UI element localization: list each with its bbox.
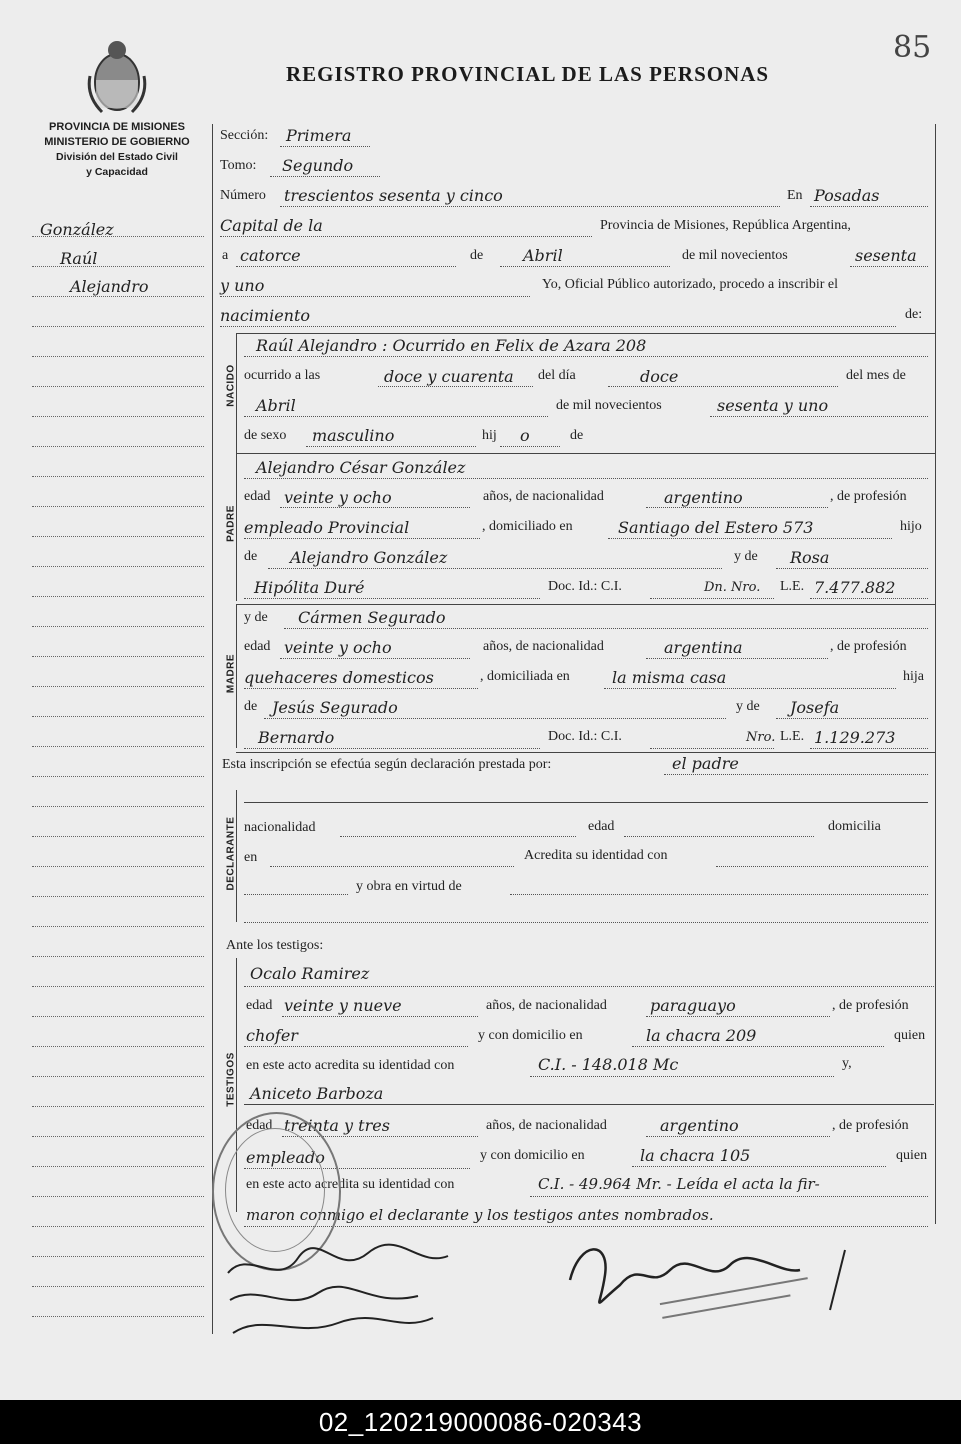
field-line [244, 894, 348, 895]
field-line [244, 922, 928, 923]
oficial-label: Yo, Oficial Público autorizado, procedo a inscribir el [542, 277, 839, 292]
field-line [268, 568, 722, 569]
field-line [280, 206, 780, 207]
field-line [646, 1016, 830, 1017]
madre-nac-value: argentina [664, 638, 743, 657]
field-line [280, 507, 470, 508]
tomo-label: Tomo: [220, 158, 257, 173]
field-line [280, 146, 370, 147]
field-line [510, 894, 928, 895]
t1-nac-label: años, de nacionalidad [486, 998, 607, 1013]
field-line [664, 774, 928, 775]
t2-nac-label: años, de nacionalidad [486, 1118, 607, 1133]
field-line [646, 1136, 830, 1137]
margin-line [32, 386, 204, 387]
t2-prof-value: empleado [246, 1148, 325, 1167]
madre-dom-value: la misma casa [612, 668, 727, 687]
t1-y-label: y, [842, 1056, 852, 1071]
t1-acredita-label: en este acto acredita su identidad con [246, 1058, 455, 1073]
field-line [530, 1076, 834, 1077]
seccion-label: Sección: [220, 128, 269, 143]
margin-line [32, 656, 204, 657]
hora-value: doce y cuarenta [384, 367, 514, 386]
madre-doc-label: Doc. Id.: C.I. [548, 729, 622, 744]
field-line [340, 836, 576, 837]
declarante-en-label: en [244, 850, 258, 865]
margin-surname: González [40, 220, 114, 239]
declaracion-value: el padre [672, 754, 739, 773]
margin-line [32, 866, 204, 867]
field-line [244, 1046, 468, 1047]
de-label: de [470, 248, 484, 263]
t1-prof-label: , de profesión [832, 998, 909, 1013]
nacido-nombre: Raúl Alejandro : Ocurrido en Felix de Azara 208 [256, 336, 647, 355]
madre-prof-value: quehaceres domesticos [244, 668, 434, 687]
margin-line [32, 1286, 204, 1287]
section-rule [236, 604, 935, 605]
madre-edad-label: edad [244, 639, 271, 654]
t1-edad-label: edad [246, 998, 273, 1013]
t2-dom-label: y con domicilio en [480, 1148, 585, 1163]
t1-nac-value: paraguayo [650, 996, 736, 1015]
t2-prof-label: , de profesión [832, 1118, 909, 1133]
t1-nombre: Ocalo Ramirez [250, 964, 370, 983]
section-rule [236, 752, 935, 753]
del-mes-label: del mes de [846, 368, 906, 383]
a-label: a [222, 248, 229, 263]
field-line [220, 236, 592, 237]
hijo-label: hijo [900, 519, 922, 534]
field-line [604, 688, 896, 689]
madre-prof-label: , de profesión [830, 639, 907, 654]
field-line-solid [244, 802, 928, 803]
dia-value: catorce [240, 246, 301, 265]
margin-line [32, 1226, 204, 1227]
capital-value: Capital de la [220, 216, 323, 235]
t1-edad-value: veinte y nueve [284, 996, 402, 1015]
declarante-nac-label: nacionalidad [244, 820, 316, 835]
field-line [646, 507, 828, 508]
margin-line [32, 1196, 204, 1197]
padre-le-value: 7.477.882 [814, 578, 896, 597]
madre-de-label: de [244, 699, 258, 714]
madre-edad-value: veinte y ocho [284, 638, 392, 657]
padre-yde-label: y de [734, 549, 758, 564]
padre-dom-label: , domiciliado en [482, 519, 573, 534]
field-line [236, 266, 456, 267]
abuela-materna-2: Bernardo [258, 728, 335, 747]
madre-yde2-label: y de [736, 699, 760, 714]
field-line [810, 748, 928, 749]
nacido-anio-value: sesenta y uno [717, 396, 829, 415]
field-line [244, 748, 540, 749]
field-line [282, 1016, 478, 1017]
padre-section-label: PADRE [225, 505, 237, 542]
abuelo-paterno: Alejandro González [290, 548, 448, 567]
margin-line [32, 446, 204, 447]
abuelo-materno: Jesús Segurado [272, 698, 398, 717]
testigos-section-label: TESTIGOS [225, 1052, 237, 1107]
margin-line [32, 1106, 204, 1107]
margin-line [32, 896, 204, 897]
field-line [710, 416, 928, 417]
madre-le-value: 1.129.273 [814, 728, 896, 747]
de-colon-label: de: [905, 307, 923, 322]
margin-line [32, 956, 204, 957]
anio2-value: y uno [220, 276, 265, 295]
field-line [220, 296, 530, 297]
section-rule [236, 333, 935, 334]
field-line [810, 206, 928, 207]
padre-prof-label: , de profesión [830, 489, 907, 504]
margin-line [32, 356, 204, 357]
field-line [624, 836, 814, 837]
declarante-obra-label: y obra en virtud de [356, 879, 462, 894]
declaracion-label: Esta inscripción se efectúa según declaración prestada por: [222, 757, 552, 772]
footer-code: 02_120219000086-020343 [0, 1400, 961, 1444]
field-line [284, 628, 928, 629]
field-line [608, 386, 838, 387]
margin-line [32, 626, 204, 627]
field-line [608, 538, 892, 539]
nacido-de-label: de [570, 428, 584, 443]
document-title: REGISTRO PROVINCIAL DE LAS PERSONAS [286, 62, 770, 86]
field-line-solid [244, 1104, 934, 1105]
section-rule [236, 453, 935, 454]
testigos-label: Ante los testigos: [226, 938, 324, 953]
t2-nac-value: argentino [660, 1116, 739, 1135]
t2-dom-value: la chacra 105 [640, 1146, 751, 1165]
margin-line [32, 926, 204, 927]
margin-line [32, 326, 204, 327]
field-line [306, 446, 476, 447]
madre-nombre: Cármen Segurado [298, 608, 446, 627]
nacido-dia-value: doce [640, 367, 679, 386]
madre-yde-label: y de [244, 610, 268, 625]
numero-label: Número [220, 188, 266, 203]
field-line [244, 688, 478, 689]
padre-prof-value: empleado Provincial [244, 518, 410, 537]
padre-doc-value: Dn. Nro. [704, 580, 761, 595]
en-value: Posadas [814, 186, 880, 205]
page-number: 85 [893, 30, 932, 65]
nacido-mes-value: Abril [256, 396, 296, 415]
madre-dom-label: , domiciliada en [480, 669, 570, 684]
ministry-line3: División del Estado Civil [56, 151, 178, 163]
signature-icon [218, 1238, 458, 1348]
field-line [244, 986, 934, 987]
field-line [378, 386, 533, 387]
margin-name2: Alejandro [70, 277, 149, 296]
t2-nombre: Aniceto Barboza [250, 1084, 384, 1103]
field-line [632, 1046, 884, 1047]
field-line [650, 598, 774, 599]
field-line [776, 568, 928, 569]
field-line [264, 718, 726, 719]
hij-value: o [520, 426, 530, 445]
field-line [810, 598, 928, 599]
provincia-label: Provincia de Misiones, República Argentina, [600, 218, 851, 233]
t1-dom-value: la chacra 209 [646, 1026, 757, 1045]
margin-line [32, 1256, 204, 1257]
frame-left-line [212, 124, 213, 1334]
field-line [500, 446, 560, 447]
madre-section-label: MADRE [225, 653, 237, 694]
t2-edad-value: treinta y tres [284, 1116, 390, 1135]
tipo-value: nacimiento [220, 306, 311, 325]
margin-line [32, 1166, 204, 1167]
margin-line [32, 1046, 204, 1047]
hij-label: hij [482, 428, 497, 443]
margin-line [32, 1316, 204, 1317]
margin-line [32, 686, 204, 687]
padre-de-label: de [244, 549, 258, 564]
field-line [650, 748, 774, 749]
margin-line [32, 836, 204, 837]
t1-prof-value: chofer [246, 1026, 298, 1045]
abuela-paterna-1: Rosa [790, 548, 830, 567]
margin-line [32, 1136, 204, 1137]
field-line [244, 538, 480, 539]
declarante-dom-label: domicilia [828, 819, 881, 834]
nacido-anio-label: de mil novecientos [556, 398, 662, 413]
margin-line [32, 536, 204, 537]
padre-le-label: L.E. [780, 579, 805, 594]
sexo-label: de sexo [244, 428, 287, 443]
tomo-value: Segundo [282, 156, 354, 175]
padre-dom-value: Santiago del Estero 573 [618, 518, 814, 537]
t2-quien-label: quien [896, 1148, 928, 1163]
ministry-line1: PROVINCIA DE MISIONES [49, 121, 185, 133]
margin-line [32, 1076, 204, 1077]
field-line [500, 266, 670, 267]
ministry-line4: y Capacidad [86, 166, 148, 178]
declarante-edad-label: edad [588, 819, 615, 834]
anio-value: sesenta [855, 246, 917, 265]
margin-line [32, 986, 204, 987]
t2-edad-label: edad [246, 1118, 273, 1133]
declarante-section-label: DECLARANTE [225, 816, 237, 891]
margin-line [32, 776, 204, 777]
madre-le-label: L.E. [780, 729, 805, 744]
margin-line [32, 416, 204, 417]
margin-line [32, 266, 204, 267]
padre-nac-value: argentino [664, 488, 743, 507]
abuela-materna-1: Josefa [790, 698, 840, 717]
margin-line [32, 506, 204, 507]
field-line [244, 598, 540, 599]
margin-line [32, 476, 204, 477]
field-line [632, 1166, 886, 1167]
margin-line [32, 566, 204, 567]
field-line [244, 1226, 928, 1227]
field-line [270, 176, 380, 177]
margin-line [32, 746, 204, 747]
field-line [244, 356, 928, 357]
field-line [270, 866, 514, 867]
t2-cierre: maron conmigo el declarante y los testigos antes nombrados. [246, 1206, 714, 1224]
margin-line [32, 806, 204, 807]
field-line [776, 718, 928, 719]
nacido-section-label: NACIDO [225, 364, 237, 407]
t2-id-value: C.I. - 49.964 Mr. - Leída el acta la fir- [538, 1175, 820, 1193]
en-label: En [787, 188, 803, 203]
ministry-line2: MINISTERIO DE GOBIERNO [44, 136, 190, 148]
abuela-paterna-2: Hipólita Duré [254, 578, 365, 597]
sexo-value: masculino [312, 426, 395, 445]
t1-dom-label: y con domicilio en [478, 1028, 583, 1043]
margin-line [32, 716, 204, 717]
padre-nombre: Alejandro César González [256, 458, 466, 477]
margin-line [32, 296, 204, 297]
field-line [530, 1196, 928, 1197]
field-line [244, 416, 548, 417]
coat-of-arms-icon [84, 36, 150, 116]
seccion-value: Primera [286, 126, 352, 145]
frame-right-line [935, 124, 936, 1224]
field-line [244, 478, 928, 479]
t2-acredita-label: en este acto acredita su identidad con [246, 1177, 455, 1192]
anio-label: de mil novecientos [682, 248, 788, 263]
official-seal-inner [225, 1128, 325, 1252]
official-signature-icon [560, 1230, 880, 1320]
del-dia-label: del día [538, 368, 576, 383]
padre-doc-label: Doc. Id.: C.I. [548, 579, 622, 594]
hija-label: hija [903, 669, 924, 684]
t1-id-value: C.I. - 148.018 Mc [538, 1055, 679, 1074]
field-line [716, 866, 928, 867]
padre-edad-label: edad [244, 489, 271, 504]
mes-value: Abril [523, 246, 563, 265]
declarante-acredita-label: Acredita su identidad con [524, 848, 668, 863]
ocurrido-label: ocurrido a las [244, 368, 321, 383]
margin-name1: Raúl [60, 249, 98, 268]
field-line [646, 658, 828, 659]
t1-quien-label: quien [894, 1028, 926, 1043]
padre-nac-label: años, de nacionalidad [483, 489, 604, 504]
field-line [850, 266, 928, 267]
padre-edad-value: veinte y ocho [284, 488, 392, 507]
margin-line [32, 1016, 204, 1017]
madre-doc-value: Nro. [746, 730, 776, 745]
field-line [280, 658, 470, 659]
margin-line [32, 596, 204, 597]
field-line [220, 326, 896, 327]
ministry-header [20, 120, 214, 180]
madre-nac-label: años, de nacionalidad [483, 639, 604, 654]
numero-value: trescientos sesenta y cinco [284, 186, 503, 205]
